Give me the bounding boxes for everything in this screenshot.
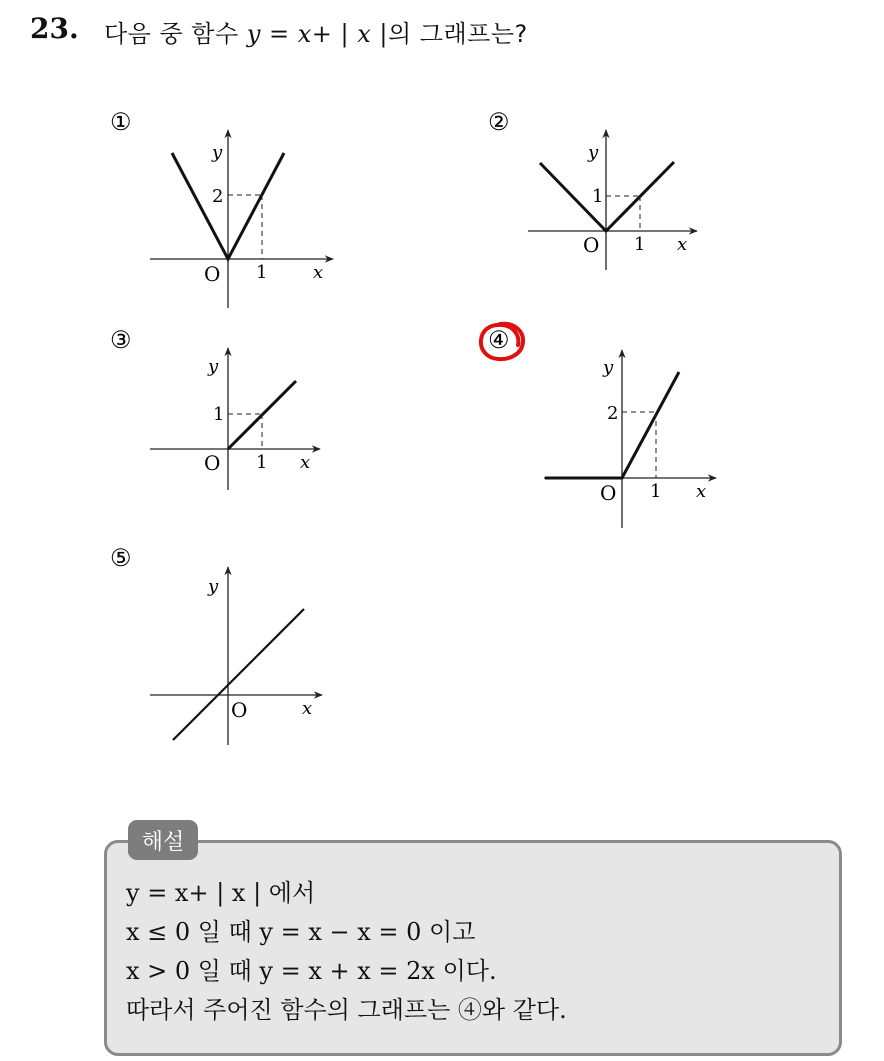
explanation-line-1: y = x+ | x | 에서 (126, 879, 316, 907)
choice-5-origin: O (231, 698, 248, 722)
choice-1-x-tick: 1 (256, 262, 268, 283)
choice-4-origin: O (600, 481, 617, 505)
explanation-line-3: x > 0 일 때 y = x + x = 2x 이다. (126, 957, 497, 985)
explanation-line-4: 따라서 주어진 함수의 그래프는 ④와 같다. (126, 996, 567, 1024)
choice-2-origin: O (583, 233, 600, 257)
question-number: 23. (30, 12, 79, 45)
choice-3-y-tick: 1 (213, 404, 225, 425)
choice-1-marker: ① (110, 108, 132, 136)
choice-2-marker: ② (488, 108, 510, 136)
choice-4-x-tick: 1 (650, 481, 662, 502)
choice-3-x-label: x (300, 452, 311, 473)
choice-4-curve (545, 372, 679, 478)
choice-3[interactable] (110, 326, 320, 490)
explanation-text (126, 874, 567, 1030)
choice-3-marker: ③ (110, 326, 132, 354)
choice-4-y-label: y (603, 357, 614, 378)
prompt-after: 의 그래프는? (387, 20, 528, 48)
choice-1[interactable] (110, 108, 333, 308)
choice-5-marker: ⑤ (110, 544, 132, 572)
choice-3-y-label: y (208, 356, 219, 377)
choice-2[interactable] (488, 108, 697, 270)
choice-1-origin: O (204, 262, 221, 286)
choice-1-x-label: x (313, 262, 324, 283)
choice-5-x-label: x (302, 698, 313, 719)
choice-5-y-label: y (208, 576, 219, 597)
prompt-before: 다음 중 함수 (104, 20, 247, 48)
choice-1-y-tick: 2 (212, 186, 224, 207)
explanation-tag: 해설 (128, 820, 198, 860)
prompt-formula: y = x+ | x | (246, 20, 388, 48)
choice-1-y-label: y (212, 142, 223, 163)
choice-3-origin: O (204, 451, 221, 475)
choice-2-x-tick: 1 (634, 234, 646, 255)
choice-4-marker: ④ (488, 326, 510, 354)
choice-2-y-label: y (588, 142, 599, 163)
choice-4[interactable] (481, 324, 716, 528)
choice-5[interactable] (110, 544, 322, 745)
choice-4-y-tick: 2 (607, 403, 619, 424)
choice-4-x-label: x (696, 481, 707, 502)
choice-2-x-label: x (677, 234, 688, 255)
choice-2-y-tick: 1 (592, 186, 604, 207)
explanation-line-2: x ≤ 0 일 때 y = x − x = 0 이고 (126, 918, 476, 946)
choice-3-x-tick: 1 (256, 452, 268, 473)
